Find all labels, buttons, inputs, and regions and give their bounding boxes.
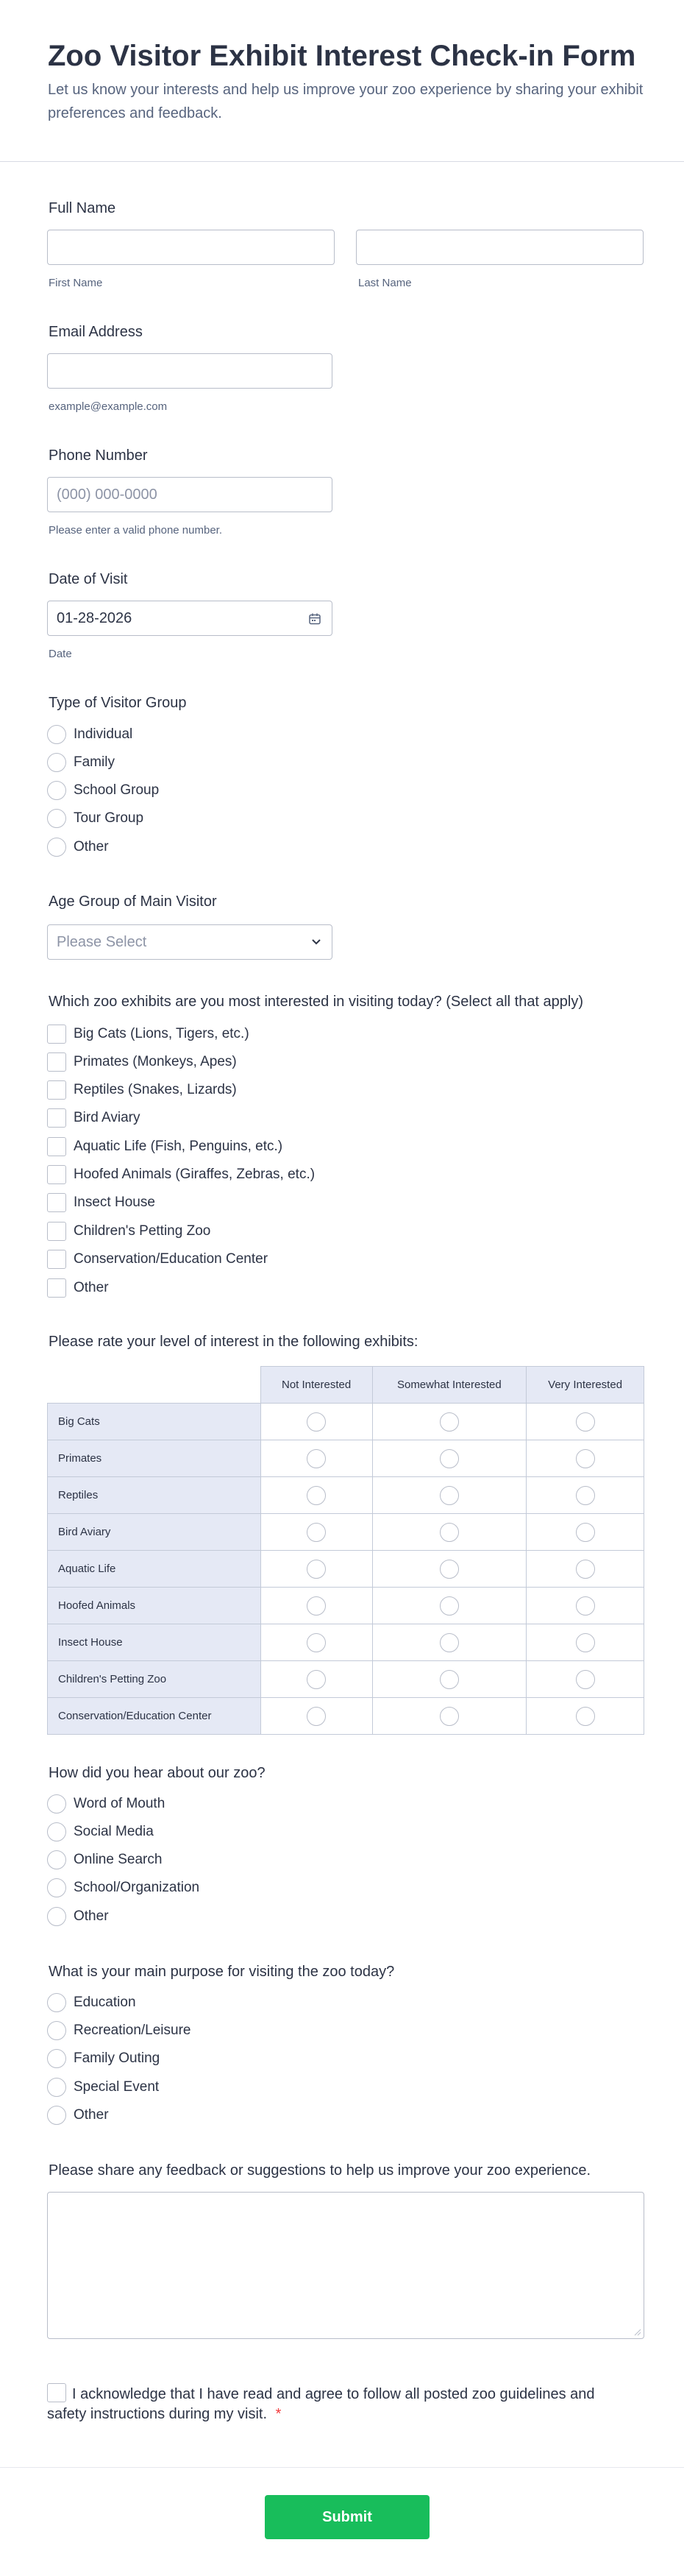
option-label: Primates (Monkeys, Apes) xyxy=(74,1054,237,1069)
visitor-group-option[interactable] xyxy=(47,809,143,828)
matrix-radio[interactable] xyxy=(307,1707,326,1726)
last-name-input[interactable] xyxy=(356,230,644,265)
first-name-input[interactable] xyxy=(47,230,335,265)
matrix-radio[interactable] xyxy=(307,1449,326,1468)
matrix-row xyxy=(48,1551,644,1588)
matrix-radio[interactable] xyxy=(576,1707,595,1726)
matrix-row-label: Big Cats xyxy=(48,1404,261,1440)
radio-button[interactable] xyxy=(47,2021,66,2040)
option-label: Other xyxy=(74,839,109,854)
option-label: Family Outing xyxy=(74,2050,160,2066)
matrix-row-label: Reptiles xyxy=(48,1477,261,1514)
matrix-radio[interactable] xyxy=(440,1707,459,1726)
option-label: Education xyxy=(74,1995,136,2010)
visitor-group-option[interactable] xyxy=(47,725,132,744)
matrix-row-label: Primates xyxy=(48,1440,261,1477)
visitor-group-option[interactable] xyxy=(47,838,109,857)
matrix-radio[interactable] xyxy=(576,1670,595,1689)
heard-about-option[interactable] xyxy=(47,1850,162,1869)
calendar-icon[interactable] xyxy=(308,612,321,626)
last-name-sublabel: Last Name xyxy=(358,277,412,289)
radio-button[interactable] xyxy=(47,753,66,772)
matrix-radio[interactable] xyxy=(440,1560,459,1579)
feedback-textarea[interactable] xyxy=(47,2192,644,2339)
radio-button[interactable] xyxy=(47,2078,66,2097)
matrix-radio[interactable] xyxy=(440,1670,459,1689)
matrix-row xyxy=(48,1624,644,1661)
option-label: Insect House xyxy=(74,1195,155,1210)
exhibit-option[interactable] xyxy=(47,1108,140,1128)
resize-handle-icon[interactable] xyxy=(634,2329,641,2336)
rating-matrix xyxy=(47,1366,644,1735)
purpose-option[interactable] xyxy=(47,2078,159,2097)
matrix-radio[interactable] xyxy=(307,1523,326,1542)
radio-button[interactable] xyxy=(47,781,66,800)
matrix-radio[interactable] xyxy=(440,1412,459,1432)
matrix-radio[interactable] xyxy=(576,1596,595,1616)
feedback-label: Please share any feedback or suggestions to help us improve your zoo experience. xyxy=(49,2162,591,2179)
matrix-corner xyxy=(48,1367,261,1404)
checkbox[interactable] xyxy=(47,1250,66,1269)
full-name-label: Full Name xyxy=(49,200,116,216)
option-label: Other xyxy=(74,1908,109,1924)
matrix-radio[interactable] xyxy=(440,1486,459,1505)
checkbox[interactable] xyxy=(47,1222,66,1241)
matrix-row-label: Aquatic Life xyxy=(48,1551,261,1588)
phone-label: Phone Number xyxy=(49,447,148,464)
radio-button[interactable] xyxy=(47,1907,66,1926)
heard-about-option[interactable] xyxy=(47,1907,109,1926)
option-label: Big Cats (Lions, Tigers, etc.) xyxy=(74,1026,249,1041)
purpose-option[interactable] xyxy=(47,2021,190,2040)
heard-about-label: How did you hear about our zoo? xyxy=(49,1765,266,1781)
matrix-radio[interactable] xyxy=(307,1670,326,1689)
exhibit-option[interactable] xyxy=(47,1025,249,1044)
purpose-option[interactable] xyxy=(47,2106,109,2125)
checkbox[interactable] xyxy=(47,1025,66,1044)
radio-button[interactable] xyxy=(47,838,66,857)
radio-button[interactable] xyxy=(47,2049,66,2068)
matrix-row xyxy=(48,1404,644,1440)
visitor-group-option[interactable] xyxy=(47,753,115,772)
visit-date-label: Date of Visit xyxy=(49,571,128,587)
required-mark: * xyxy=(275,2406,282,2422)
option-label: Recreation/Leisure xyxy=(74,2023,191,2038)
checkbox[interactable] xyxy=(47,1278,66,1298)
option-label: Special Event xyxy=(74,2079,160,2095)
submit-button[interactable]: Submit xyxy=(265,2495,430,2539)
matrix-column-header: Not Interested xyxy=(260,1367,372,1404)
age-group-label: Age Group of Main Visitor xyxy=(49,894,217,910)
exhibit-option[interactable] xyxy=(47,1137,282,1156)
matrix-radio[interactable] xyxy=(440,1449,459,1468)
matrix-row-label: Hoofed Animals xyxy=(48,1588,261,1624)
form-header xyxy=(0,0,684,162)
checkbox[interactable] xyxy=(47,1080,66,1100)
purpose-option[interactable] xyxy=(47,2049,160,2068)
first-name-sublabel: First Name xyxy=(49,277,103,289)
matrix-row-label: Insect House xyxy=(48,1624,261,1661)
chevron-down-icon xyxy=(311,938,321,946)
matrix-radio[interactable] xyxy=(576,1523,595,1542)
option-label: Individual xyxy=(74,726,133,742)
form-description: Let us know your interests and help us improve your zoo experience by sharing your exhibit preferences and feedback. xyxy=(48,82,644,121)
matrix-radio[interactable] xyxy=(307,1596,326,1616)
matrix-row xyxy=(48,1477,644,1514)
radio-button[interactable] xyxy=(47,2106,66,2125)
phone-sublabel: Please enter a valid phone number. xyxy=(49,524,222,537)
exhibit-option[interactable] xyxy=(47,1278,109,1298)
exhibit-option[interactable] xyxy=(47,1193,155,1212)
option-label: Word of Mouth xyxy=(74,1796,165,1811)
acknowledge-row[interactable] xyxy=(47,2383,606,2424)
visit-date-value: 01-28-2026 xyxy=(57,610,132,626)
matrix-column-header: Very Interested xyxy=(527,1367,644,1404)
acknowledge-checkbox[interactable] xyxy=(47,2383,66,2402)
option-label: Children's Petting Zoo xyxy=(74,1223,211,1239)
matrix-radio[interactable] xyxy=(440,1633,459,1652)
matrix-row-label: Conservation/Education Center xyxy=(48,1698,261,1735)
option-label: Other xyxy=(74,1280,109,1295)
email-label: Email Address xyxy=(49,324,143,340)
form-title: Zoo Visitor Exhibit Interest Check-in Form xyxy=(48,40,636,72)
option-label: Social Media xyxy=(74,1824,154,1839)
age-group-select[interactable] xyxy=(47,924,332,960)
email-sublabel: example@example.com xyxy=(49,400,168,413)
radio-button[interactable] xyxy=(47,1822,66,1841)
checkbox[interactable] xyxy=(47,1052,66,1072)
checkbox[interactable] xyxy=(47,1108,66,1128)
option-label: Tour Group xyxy=(74,810,144,826)
heard-about-option[interactable] xyxy=(47,1822,154,1841)
option-label: Hoofed Animals (Giraffes, Zebras, etc.) xyxy=(74,1167,316,1182)
footer-divider xyxy=(0,2467,684,2468)
exhibit-option[interactable] xyxy=(47,1080,237,1100)
exhibit-option[interactable] xyxy=(47,1165,315,1184)
heard-about-option[interactable] xyxy=(47,1794,165,1814)
radio-button[interactable] xyxy=(47,1794,66,1814)
visitor-group-label: Type of Visitor Group xyxy=(49,695,187,711)
matrix-row xyxy=(48,1661,644,1698)
exhibits-label: Which zoo exhibits are you most interested in visiting today? (Select all that apply) xyxy=(49,994,584,1010)
visitor-group-option[interactable] xyxy=(47,781,159,800)
option-label: Online Search xyxy=(74,1852,163,1867)
radio-button[interactable] xyxy=(47,1993,66,2012)
heard-about-option[interactable] xyxy=(47,1878,199,1897)
matrix-radio[interactable] xyxy=(576,1412,595,1432)
matrix-radio[interactable] xyxy=(576,1633,595,1652)
option-label: Reptiles (Snakes, Lizards) xyxy=(74,1082,237,1097)
exhibit-option[interactable] xyxy=(47,1250,268,1269)
option-label: Other xyxy=(74,2107,109,2123)
age-group-placeholder: Please Select xyxy=(57,934,147,950)
checkbox[interactable] xyxy=(47,1165,66,1184)
visit-date-input[interactable] xyxy=(47,601,332,636)
matrix-row xyxy=(48,1698,644,1735)
checkbox[interactable] xyxy=(47,1193,66,1212)
matrix-radio[interactable] xyxy=(307,1412,326,1432)
matrix-row xyxy=(48,1588,644,1624)
option-label: Aquatic Life (Fish, Penguins, etc.) xyxy=(74,1139,283,1154)
option-label: Bird Aviary xyxy=(74,1110,140,1125)
matrix-radio[interactable] xyxy=(576,1486,595,1505)
matrix-radio[interactable] xyxy=(576,1449,595,1468)
email-input[interactable] xyxy=(47,353,332,389)
radio-button[interactable] xyxy=(47,1878,66,1897)
exhibit-option[interactable] xyxy=(47,1052,237,1072)
matrix-radio[interactable] xyxy=(576,1560,595,1579)
rating-label: Please rate your level of interest in the following exhibits: xyxy=(49,1334,418,1350)
matrix-row xyxy=(48,1440,644,1477)
option-label: School/Organization xyxy=(74,1880,200,1895)
radio-button[interactable] xyxy=(47,1850,66,1869)
acknowledge-text: I acknowledge that I have read and agree to follow all posted zoo guidelines and safety instructions during my visit. xyxy=(47,2386,595,2422)
matrix-radio[interactable] xyxy=(440,1523,459,1542)
matrix-row-label: Bird Aviary xyxy=(48,1514,261,1551)
phone-input[interactable]: (000) 000-0000 xyxy=(47,477,332,512)
exhibit-option[interactable] xyxy=(47,1222,210,1241)
matrix-radio[interactable] xyxy=(307,1633,326,1652)
option-label: Family xyxy=(74,754,115,770)
matrix-column-header: Somewhat Interested xyxy=(372,1367,527,1404)
matrix-radio[interactable] xyxy=(307,1486,326,1505)
radio-button[interactable] xyxy=(47,809,66,828)
matrix-row-label: Children's Petting Zoo xyxy=(48,1661,261,1698)
matrix-radio[interactable] xyxy=(307,1560,326,1579)
option-label: School Group xyxy=(74,782,160,798)
purpose-label: What is your main purpose for visiting the zoo today? xyxy=(49,1964,395,1980)
purpose-option[interactable] xyxy=(47,1993,136,2012)
checkbox[interactable] xyxy=(47,1137,66,1156)
visit-date-sublabel: Date xyxy=(49,648,72,660)
option-label: Conservation/Education Center xyxy=(74,1251,268,1267)
matrix-radio[interactable] xyxy=(440,1596,459,1616)
matrix-row xyxy=(48,1514,644,1551)
radio-button[interactable] xyxy=(47,725,66,744)
